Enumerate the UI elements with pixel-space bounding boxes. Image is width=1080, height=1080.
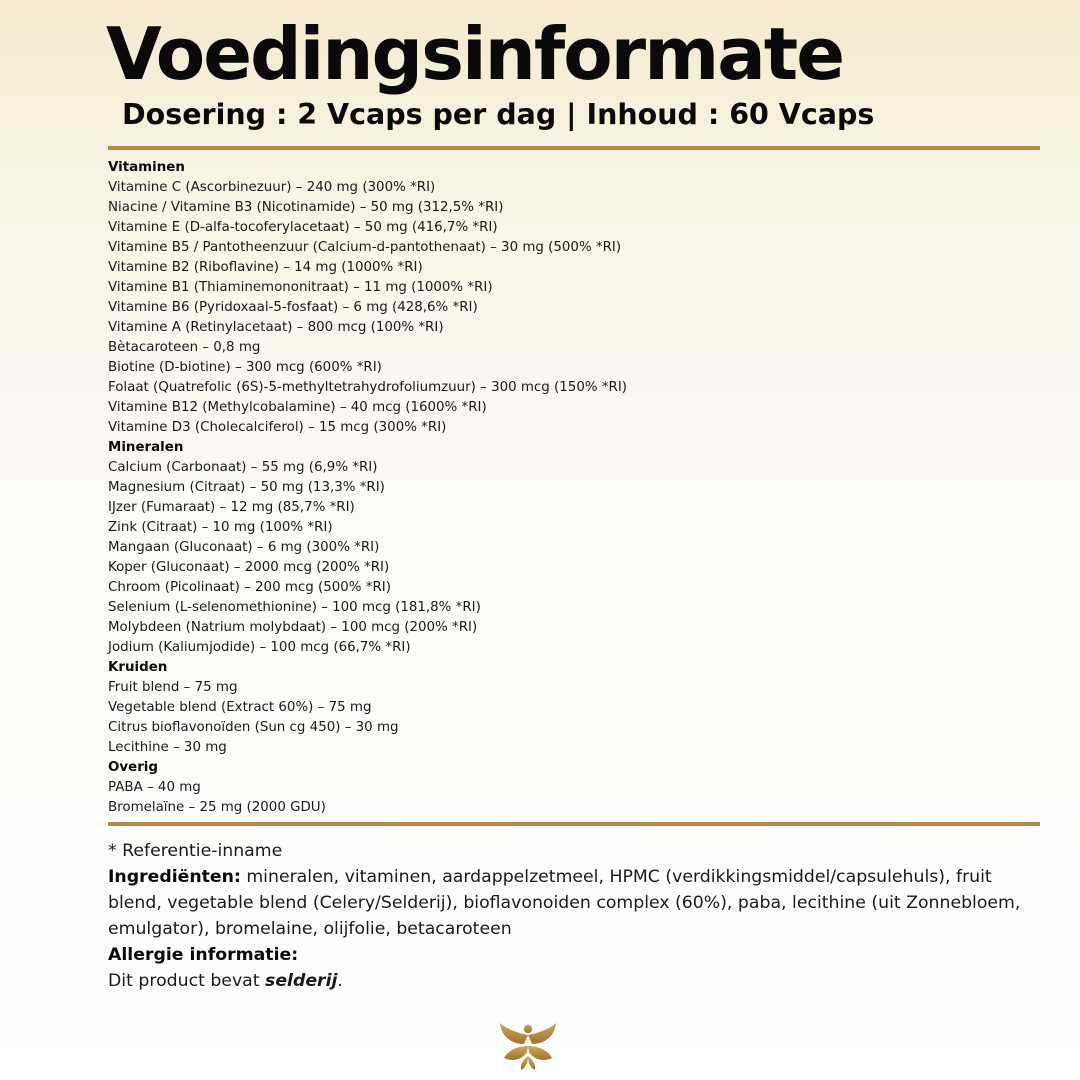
nutrient-row: Vitamine A (Retinylacetaat) – 800 mcg (100% *RI) [108,320,444,335]
page-title: Voedingsinformate [106,12,844,96]
section-title-overig: Overig [108,760,158,775]
nutrient-row: Selenium (L-selenomethionine) – 100 mcg (181,8% *RI) [108,600,481,615]
allergy-allergen: selderij [265,971,338,991]
nutrient-row: Bètacaroteen – 0,8 mg [108,340,261,355]
nutrient-row: Bromelaïne – 25 mg (2000 GDU) [108,800,326,815]
nutrient-row: Vitamine B2 (Riboflavine) – 14 mg (1000% *RI) [108,260,423,275]
nutrient-row: Jodium (Kaliumjodide) – 100 mcg (66,7% *RI) [108,640,411,655]
leaf-person-logo-icon [497,1020,559,1072]
reference-note: * Referentie-inname [108,841,283,861]
ingredients-text: mineralen, vitaminen, aardappelzetmeel, HPMC (verdikkingsmiddel/capsulehuls), fruit blend, vegetable blend (Celery/Selderij), bioflavonoiden complex (60%), paba, lecithine (uit Zonnebloem, emulgator), bromelaine, olijfolie, betacaroteen [108,867,1021,939]
nutrient-row: Chroom (Picolinaat) – 200 mcg (500% *RI) [108,580,391,595]
nutrient-row: Vitamine B12 (Methylcobalamine) – 40 mcg (1600% *RI) [108,400,487,415]
ingredients-label: Ingrediënten: [108,867,241,887]
divider-bottom [108,822,1040,826]
nutrient-row: Vitamine B5 / Pantotheenzuur (Calcium-d-pantothenaat) – 30 mg (500% *RI) [108,240,622,255]
nutrient-row: Citrus bioflavonoïden (Sun cg 450) – 30 mg [108,720,399,735]
nutrient-row: IJzer (Fumaraat) – 12 mg (85,7% *RI) [108,500,355,515]
nutrient-row: Vitamine C (Ascorbinezuur) – 240 mg (300% *RI) [108,180,436,195]
section-title-vitaminen: Vitaminen [108,160,185,175]
section-title-kruiden: Kruiden [108,660,168,675]
footer-info [108,838,1048,994]
nutrient-row: Folaat (Quatrefolic (6S)-5-methyltetrahydrofoliumzuur) – 300 mcg (150% *RI) [108,380,627,395]
allergy-suffix: . [337,971,343,991]
nutrient-row: Vegetable blend (Extract 60%) – 75 mg [108,700,372,715]
nutrient-row: Vitamine D3 (Cholecalciferol) – 15 mcg (300% *RI) [108,420,447,435]
nutrient-row: Fruit blend – 75 mg [108,680,238,695]
ingredients-paragraph [108,864,1048,942]
nutrient-row: Calcium (Carbonaat) – 55 mg (6,9% *RI) [108,460,378,475]
nutrient-row: Lecithine – 30 mg [108,740,227,755]
nutrient-row: Mangaan (Gluconaat) – 6 mg (300% *RI) [108,540,380,555]
nutrient-list [108,158,1028,818]
nutrient-row: Biotine (D-biotine) – 300 mcg (600% *RI) [108,360,382,375]
nutrient-row: Molybdeen (Natrium molybdaat) – 100 mcg (200% *RI) [108,620,478,635]
nutrient-row: PABA – 40 mg [108,780,201,795]
nutrient-row: Vitamine B6 (Pyridoxaal-5-fosfaat) – 6 mg (428,6% *RI) [108,300,478,315]
section-title-mineralen: Mineralen [108,440,184,455]
allergy-prefix: Dit product bevat [108,971,266,991]
nutrient-row: Vitamine E (D-alfa-tocoferylacetaat) – 50 mg (416,7% *RI) [108,220,498,235]
nutrient-row: Koper (Gluconaat) – 2000 mcg (200% *RI) [108,560,390,575]
nutrient-row: Niacine / Vitamine B3 (Nicotinamide) – 50 mg (312,5% *RI) [108,200,504,215]
nutrient-row: Magnesium (Citraat) – 50 mg (13,3% *RI) [108,480,385,495]
allergy-paragraph [108,968,1048,994]
nutrient-row: Vitamine B1 (Thiaminemononitraat) – 11 mg (1000% *RI) [108,280,493,295]
allergy-label: Allergie informatie: [108,945,299,965]
nutrient-row: Zink (Citraat) – 10 mg (100% *RI) [108,520,333,535]
dosage-subtitle: Dosering : 2 Vcaps per dag | Inhoud : 60 Vcaps [122,98,875,131]
divider-top [108,146,1040,150]
